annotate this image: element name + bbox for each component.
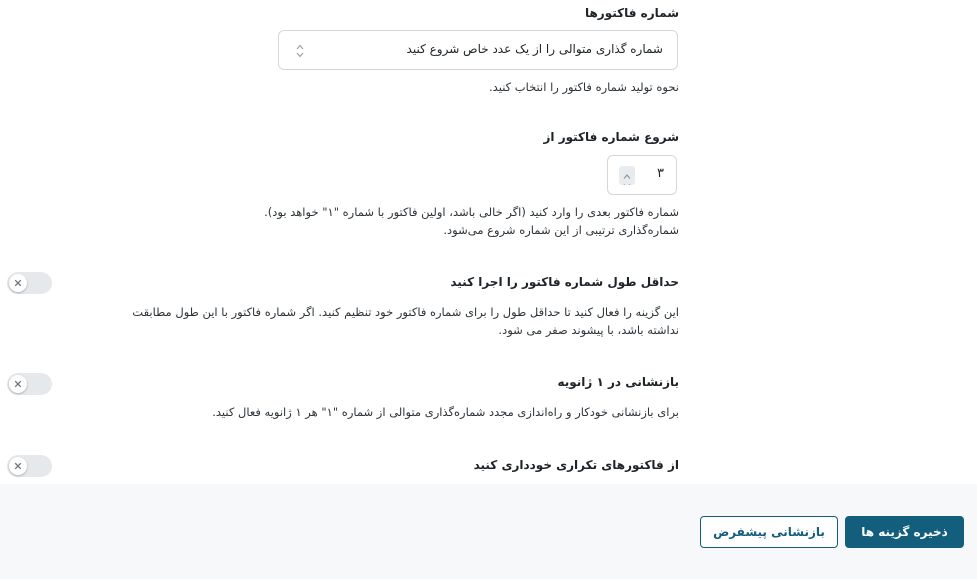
start-number-help-2: شماره‌گذاری ترتیبی از این شماره شروع می‌شود. [443, 223, 679, 237]
close-icon [14, 462, 22, 470]
close-icon [14, 380, 22, 388]
number-spinner[interactable] [619, 166, 635, 185]
reset-defaults-button[interactable]: بازنشانی پیشفرض [700, 516, 838, 548]
spinner-up-icon[interactable] [619, 166, 635, 175]
start-number-input[interactable] [607, 155, 677, 195]
spinner-down-icon[interactable] [619, 176, 635, 185]
invoice-numbering-selected-value: شماره گذاری متوالی را از یک عدد خاص شروع کنید [406, 42, 663, 56]
invoice-numbering-help: نحوه تولید شماره فاکتور را انتخاب کنید. [489, 80, 679, 94]
prevent-duplicates-toggle[interactable] [7, 455, 52, 477]
reset-yearly-toggle[interactable] [7, 373, 52, 395]
invoice-numbering-label: شماره فاکتورها [584, 6, 679, 20]
save-options-button[interactable]: ذخیره گزینه ها [845, 516, 964, 548]
invoice-numbering-select[interactable] [278, 30, 678, 70]
start-number-label: شروع شماره فاکتور از [543, 130, 679, 144]
min-length-help-2: نداشته باشد، با پیشوند صفر می شود. [498, 323, 679, 337]
toggle-knob [9, 457, 27, 475]
toggle-knob [9, 274, 27, 292]
start-number-help-1: شماره فاکتور بعدی را وارد کنید (اگر خالی باشد، اولین فاکتور با شماره "۱" خواهد بود). [264, 205, 679, 219]
toggle-knob [9, 375, 27, 393]
min-length-toggle[interactable] [7, 272, 52, 294]
reset-yearly-help: برای بازنشانی خودکار و راه‌اندازی مجدد شماره‌گذاری متوالی از شماره "۱" هر ۱ ژانویه فعال کنید. [212, 405, 679, 419]
footer-bar [0, 484, 977, 579]
prevent-duplicates-label: از فاکتورهای تکراری خودداری کنید [473, 458, 679, 472]
min-length-label: حداقل طول شماره فاکتور را اجرا کنید [450, 275, 679, 289]
min-length-help-1: این گزینه را فعال کنید تا حداقل طول را برای شماره فاکتور خود تنظیم کنید. اگر شماره فاکتور با این طول مطابقت [132, 305, 679, 319]
close-icon [14, 279, 22, 287]
reset-yearly-label: بازنشانی در ۱ ژانویه [557, 375, 679, 389]
start-number-value: ۳ [657, 166, 664, 181]
select-updown-icon [295, 42, 305, 60]
